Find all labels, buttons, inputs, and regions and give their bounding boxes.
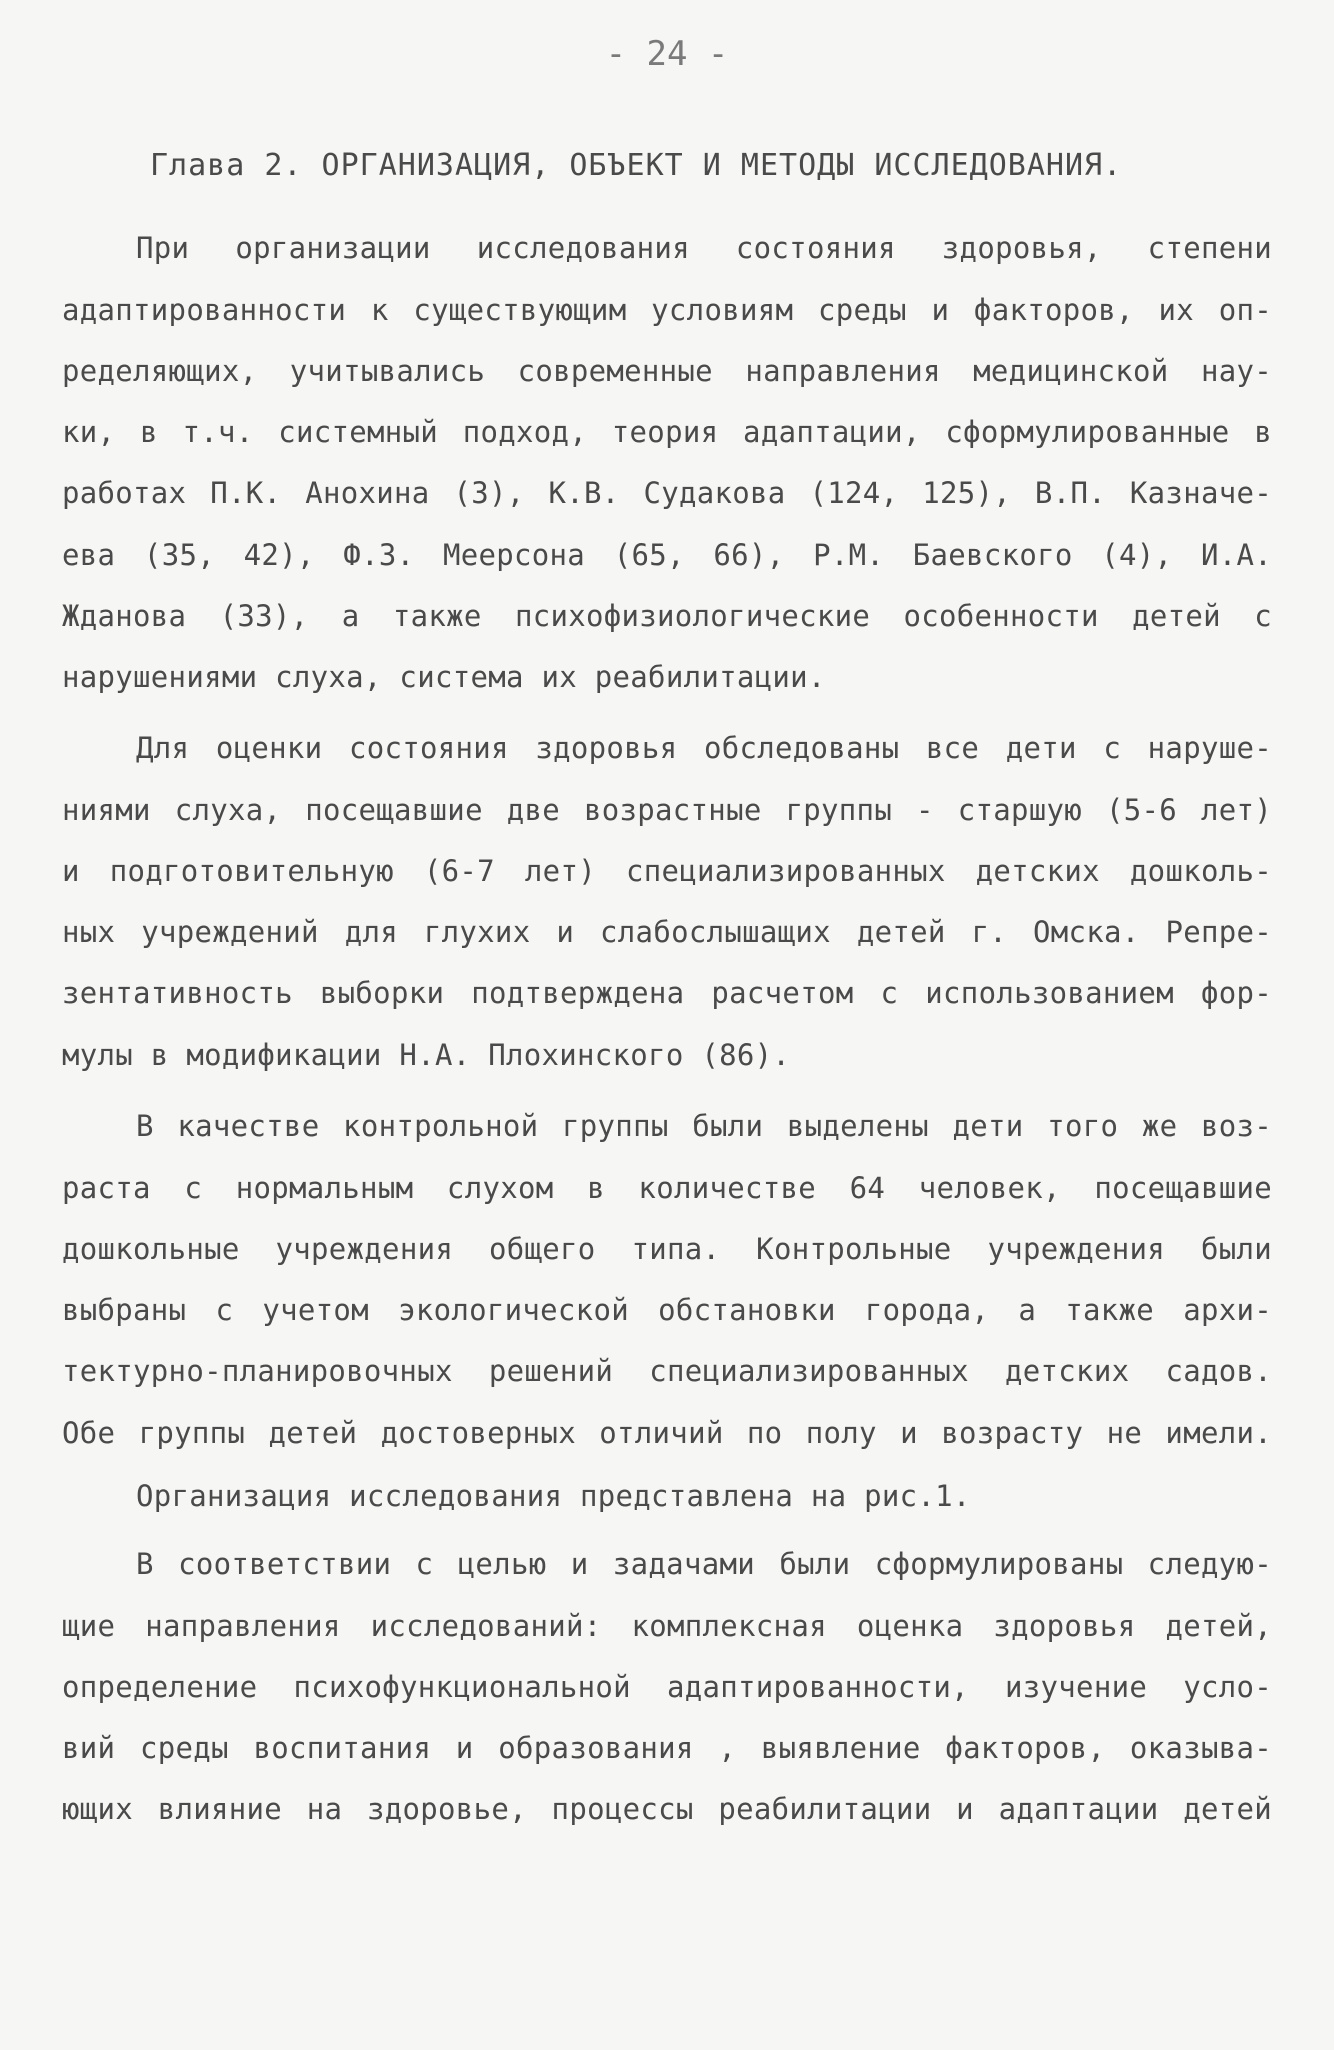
- text-line: ки, в т.ч. системный подход, теория адаптации, сформулированные в: [62, 415, 1272, 449]
- text-line: вий среды воспитания и образования , выявление факторов, оказыва-: [62, 1731, 1272, 1765]
- text-line: ниями слуха, посещавшие две возрастные группы - старшую (5-6 лет): [62, 793, 1272, 827]
- text-line: ных учреждений для глухих и слабослышащих детей г. Омска. Репре-: [62, 915, 1272, 949]
- text-line: нарушениями слуха, система их реабилитации.: [62, 660, 826, 694]
- text-line: и подготовительную (6-7 лет) специализированных детских дошколь-: [62, 854, 1272, 888]
- text-line: тектурно-планировочных решений специализированных детских садов.: [62, 1354, 1272, 1388]
- text-line: Обе группы детей достоверных отличий по полу и возрасту не имели.: [62, 1416, 1272, 1450]
- text-line: ева (35, 42), Ф.З. Меерсона (65, 66), Р.М. Баевского (4), И.А.: [62, 538, 1272, 572]
- text-line: Для оценки состояния здоровья обследованы все дети с наруше-: [136, 731, 1272, 765]
- text-line: зентативность выборки подтверждена расчетом с использованием фор-: [62, 976, 1272, 1010]
- text-line: ющих влияние на здоровье, процессы реабилитации и адаптации детей: [62, 1792, 1272, 1826]
- text-line: Жданова (33), а также психофизиологические особенности детей с: [62, 599, 1272, 633]
- page-number: - 24 -: [605, 34, 729, 74]
- text-line: При организации исследования состояния здоровья, степени: [136, 231, 1272, 265]
- text-line: мулы в модификации Н.А. Плохинского (86).: [62, 1038, 791, 1072]
- text-line: Организация исследования представлена на рис.1.: [136, 1479, 971, 1513]
- text-line: работах П.К. Анохина (3), К.В. Судакова (124, 125), В.П. Казначе-: [62, 476, 1272, 510]
- text-line: щие направления исследований: комплексная оценка здоровья детей,: [62, 1609, 1272, 1643]
- text-line: адаптированности к существующим условиям среды и факторов, их оп-: [62, 293, 1272, 327]
- text-line: раста с нормальным слухом в количестве 64 человек, посещавшие: [62, 1171, 1272, 1205]
- text-line: В качестве контрольной группы были выделены дети того же воз-: [136, 1109, 1272, 1143]
- text-line: ределяющих, учитывались современные направления медицинской нау-: [62, 354, 1272, 388]
- chapter-heading: Глава 2. ОРГАНИЗАЦИЯ, ОБЪЕКТ И МЕТОДЫ ИССЛЕДОВАНИЯ.: [150, 148, 1123, 183]
- text-line: дошкольные учреждения общего типа. Контрольные учреждения были: [62, 1232, 1272, 1266]
- text-line: определение психофункциональной адаптированности, изучение усло-: [62, 1670, 1272, 1704]
- text-line: В соответствии с целью и задачами были сформулированы следую-: [136, 1547, 1272, 1581]
- text-line: выбраны с учетом экологической обстановки города, а также архи-: [62, 1293, 1272, 1327]
